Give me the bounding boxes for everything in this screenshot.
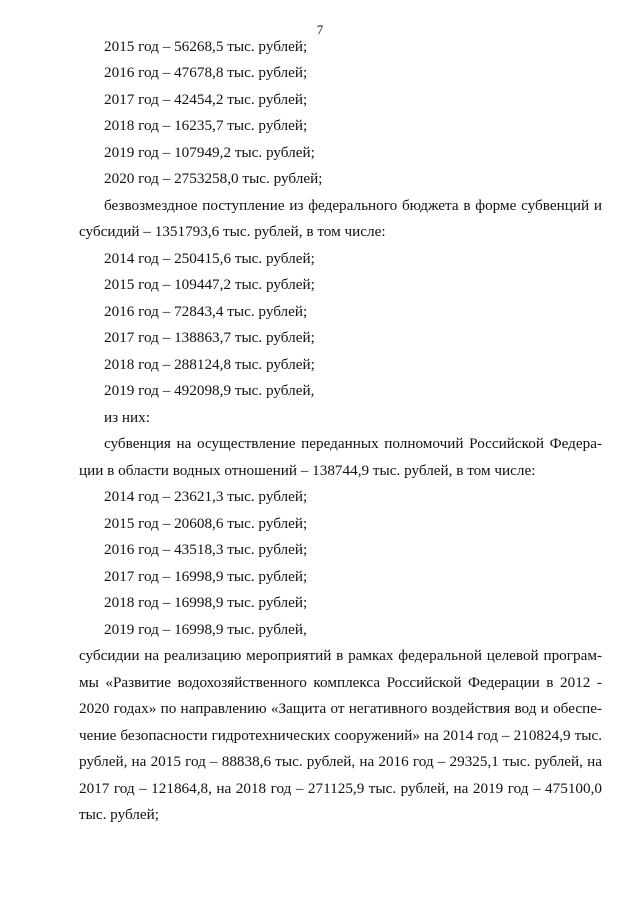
text-line: мы «Развитие водохозяйственного комплекса Российской Федерации в 2012 - xyxy=(79,674,602,691)
text-line: 2020 год – 2753258,0 тыс. рублей; xyxy=(104,170,323,187)
text-line: 2019 год – 16998,9 тыс. рублей, xyxy=(104,621,307,638)
text-line: 2016 год – 43518,3 тыс. рублей; xyxy=(104,541,308,558)
text-line: субсидии на реализацию мероприятий в рамках федеральной целевой програм- xyxy=(79,647,602,664)
text-line: из них: xyxy=(104,409,150,426)
text-line: 2017 год – 16998,9 тыс. рублей; xyxy=(104,568,308,585)
text-line: 2015 год – 20608,6 тыс. рублей; xyxy=(104,515,308,532)
text-line: субвенция на осуществление переданных полномочий Российской Федера- xyxy=(104,435,602,452)
text-line: 2018 год – 16998,9 тыс. рублей; xyxy=(104,594,308,611)
text-line: 2017 год – 42454,2 тыс. рублей; xyxy=(104,91,308,108)
text-line: 2018 год – 16235,7 тыс. рублей; xyxy=(104,117,308,134)
text-line: 2018 год – 288124,8 тыс. рублей; xyxy=(104,356,315,373)
text-line: рублей, на 2015 год – 88838,6 тыс. рублей, на 2016 год – 29325,1 тыс. рублей, на xyxy=(79,753,602,770)
text-line: чение безопасности гидротехнических сооружений» на 2014 год – 210824,9 тыс. xyxy=(79,727,602,744)
text-line: 2016 год – 47678,8 тыс. рублей; xyxy=(104,64,308,81)
page-number: 7 xyxy=(316,22,324,37)
text-line: 2014 год – 250415,6 тыс. рублей; xyxy=(104,250,315,267)
text-line: 2017 год – 138863,7 тыс. рублей; xyxy=(104,329,315,346)
text-line: 2016 год – 72843,4 тыс. рублей; xyxy=(104,303,308,320)
text-line: 2017 год – 121864,8, на 2018 год – 271125,9 тыс. рублей, на 2019 год – 475100,0 xyxy=(79,780,602,797)
text-line: 2015 год – 109447,2 тыс. рублей; xyxy=(104,276,315,293)
text-line: 2015 год – 56268,5 тыс. рублей; xyxy=(104,38,308,55)
text-line: субсидий – 1351793,6 тыс. рублей, в том числе: xyxy=(79,223,386,240)
text-line: 2014 год – 23621,3 тыс. рублей; xyxy=(104,488,308,505)
text-line: безвозмездное поступление из федерального бюджета в форме субвенций и xyxy=(104,197,602,214)
text-line: тыс. рублей; xyxy=(79,806,159,823)
text-line: 2020 годах» по направлению «Защита от негативного воздействия вод и обеспе- xyxy=(79,700,602,717)
text-line: ции в области водных отношений – 138744,9 тыс. рублей, в том числе: xyxy=(79,462,536,479)
text-line: 2019 год – 107949,2 тыс. рублей; xyxy=(104,144,315,161)
text-line: 2019 год – 492098,9 тыс. рублей, xyxy=(104,382,315,399)
